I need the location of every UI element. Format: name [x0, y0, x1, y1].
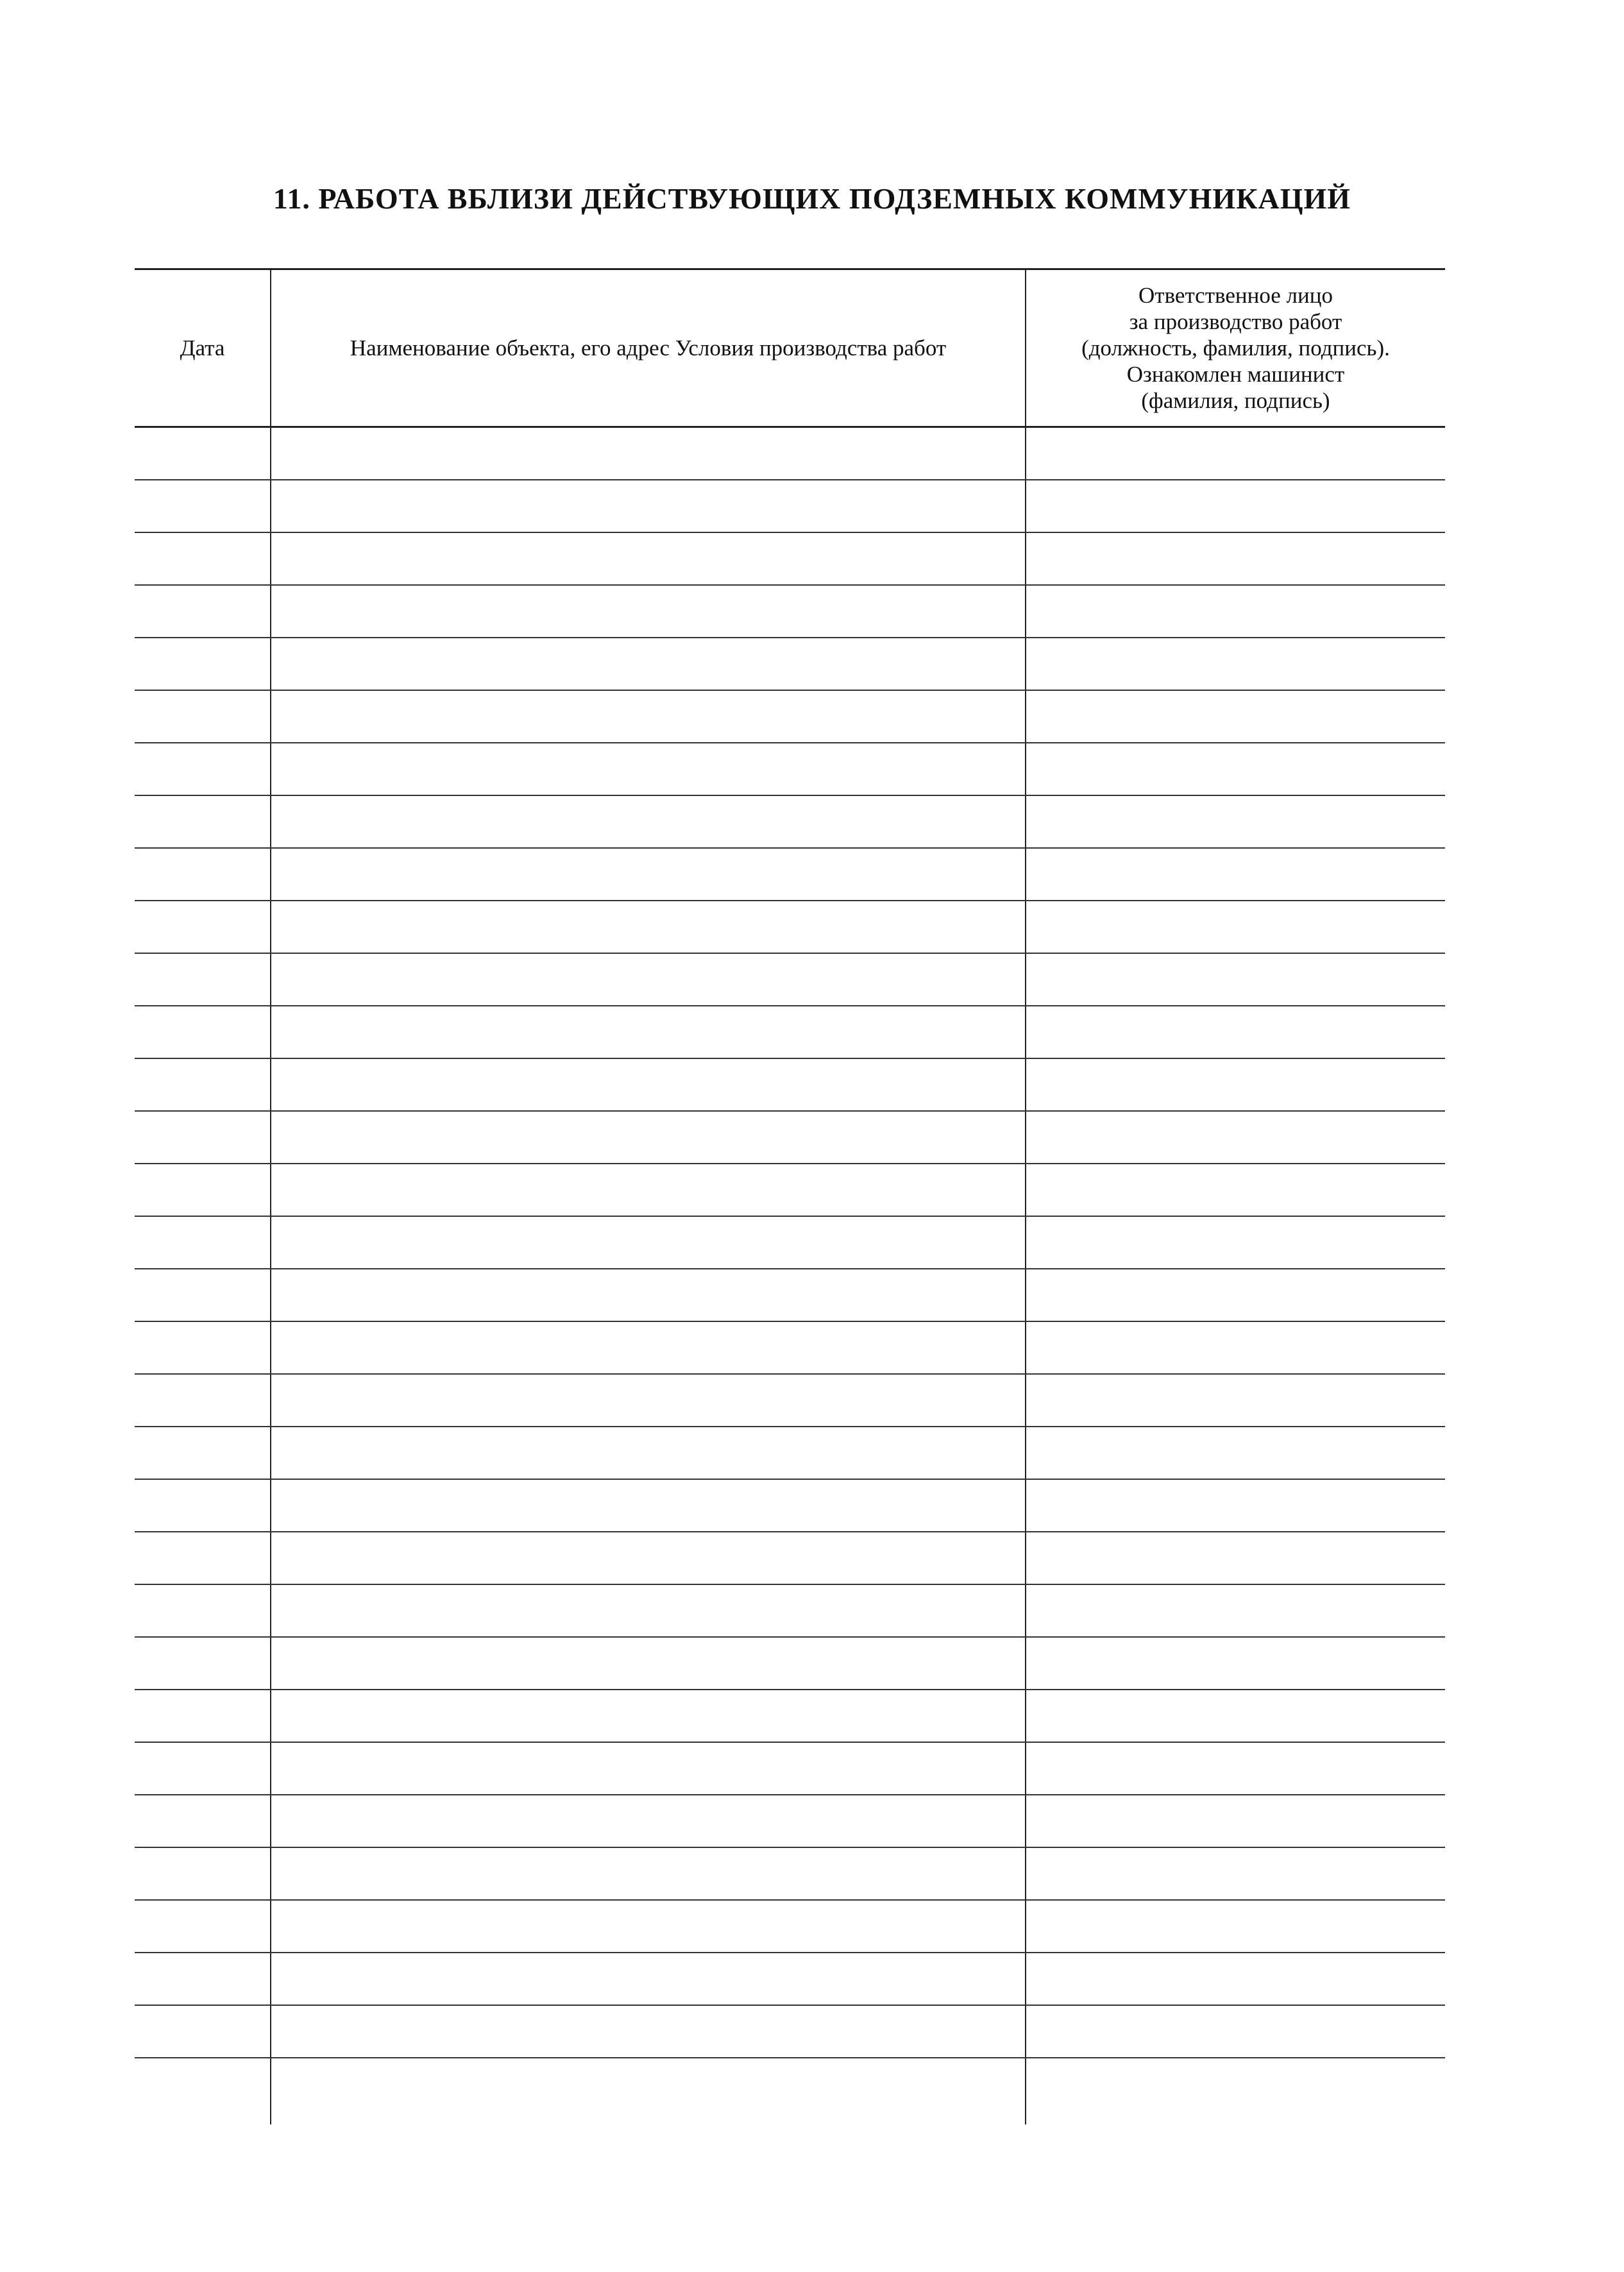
table-row — [135, 1584, 1445, 1637]
date-cell — [135, 1164, 271, 1216]
table-row — [135, 1374, 1445, 1427]
table-row — [135, 795, 1445, 848]
table-row — [135, 1795, 1445, 1847]
table-row — [135, 848, 1445, 901]
date-cell — [135, 901, 271, 953]
date-cell — [135, 1479, 271, 1532]
object-cell — [271, 2058, 1026, 2124]
date-cell — [135, 848, 271, 901]
table-row — [135, 638, 1445, 690]
responsible-cell — [1026, 743, 1445, 795]
table-row — [135, 1321, 1445, 1374]
table-row — [135, 1058, 1445, 1111]
responsible-cell — [1026, 480, 1445, 532]
table-row — [135, 1216, 1445, 1269]
date-cell — [135, 2005, 271, 2058]
date-cell — [135, 1637, 271, 1690]
date-cell — [135, 1900, 271, 1953]
object-cell — [271, 1690, 1026, 1742]
object-cell — [271, 1532, 1026, 1584]
column-header-object: Наименование объекта, его адрес Условия производства работ — [271, 269, 1026, 427]
object-cell — [271, 848, 1026, 901]
object-cell — [271, 2005, 1026, 2058]
responsible-cell — [1026, 585, 1445, 638]
object-cell — [271, 427, 1026, 480]
object-cell — [271, 638, 1026, 690]
date-cell — [135, 1795, 271, 1847]
object-cell — [271, 1427, 1026, 1479]
object-cell — [271, 1742, 1026, 1795]
table-row — [135, 953, 1445, 1006]
date-cell — [135, 690, 271, 743]
table-header — [135, 269, 1445, 427]
object-cell — [271, 1058, 1026, 1111]
date-cell — [135, 1111, 271, 1164]
date-cell — [135, 1690, 271, 1742]
table-row — [135, 1479, 1445, 1532]
responsible-cell — [1026, 532, 1445, 585]
date-cell — [135, 1006, 271, 1058]
object-cell — [271, 1111, 1026, 1164]
table-row — [135, 1847, 1445, 1900]
object-cell — [271, 1795, 1026, 1847]
responsible-cell — [1026, 2058, 1445, 2124]
column-header-responsible-line: Ознакомлен машинист — [1126, 362, 1345, 387]
page-title: 11. РАБОТА ВБЛИЗИ ДЕЙСТВУЮЩИХ ПОДЗЕМНЫХ КОММУНИКАЦИЙ — [273, 182, 1351, 215]
date-cell — [135, 1584, 271, 1637]
table-row — [135, 1164, 1445, 1216]
object-cell — [271, 1900, 1026, 1953]
object-cell — [271, 1584, 1026, 1637]
table-row — [135, 1637, 1445, 1690]
table-row — [135, 585, 1445, 638]
table-row — [135, 532, 1445, 585]
object-cell — [271, 1006, 1026, 1058]
responsible-cell — [1026, 1795, 1445, 1847]
object-cell — [271, 1953, 1026, 2005]
object-cell — [271, 585, 1026, 638]
table-row — [135, 2058, 1445, 2124]
object-cell — [271, 953, 1026, 1006]
responsible-cell — [1026, 901, 1445, 953]
responsible-cell — [1026, 1374, 1445, 1427]
table-row — [135, 1111, 1445, 1164]
responsible-cell — [1026, 953, 1445, 1006]
date-cell — [135, 427, 271, 480]
responsible-cell — [1026, 2005, 1445, 2058]
table-row — [135, 901, 1445, 953]
object-cell — [271, 1479, 1026, 1532]
column-header-responsible-line: (фамилия, подпись) — [1141, 388, 1330, 413]
responsible-cell — [1026, 638, 1445, 690]
date-cell — [135, 1058, 271, 1111]
date-cell — [135, 1269, 271, 1321]
responsible-cell — [1026, 1690, 1445, 1742]
object-cell — [271, 901, 1026, 953]
object-cell — [271, 1269, 1026, 1321]
date-cell — [135, 2058, 271, 2124]
responsible-cell — [1026, 1900, 1445, 1953]
responsible-cell — [1026, 1742, 1445, 1795]
table-row — [135, 1269, 1445, 1321]
responsible-cell — [1026, 795, 1445, 848]
date-cell — [135, 1847, 271, 1900]
responsible-cell — [1026, 1584, 1445, 1637]
object-cell — [271, 480, 1026, 532]
object-cell — [271, 1847, 1026, 1900]
responsible-cell — [1026, 1058, 1445, 1111]
object-cell — [271, 1216, 1026, 1269]
object-cell — [271, 1321, 1026, 1374]
table-row — [135, 1006, 1445, 1058]
date-cell — [135, 1374, 271, 1427]
responsible-cell — [1026, 1953, 1445, 2005]
responsible-cell — [1026, 1111, 1445, 1164]
object-cell — [271, 795, 1026, 848]
table-row — [135, 1690, 1445, 1742]
column-header-responsible — [1026, 269, 1445, 427]
date-cell — [135, 743, 271, 795]
table-row — [135, 1742, 1445, 1795]
table-row — [135, 1427, 1445, 1479]
responsible-cell — [1026, 1427, 1445, 1479]
date-cell — [135, 1321, 271, 1374]
responsible-cell — [1026, 848, 1445, 901]
responsible-cell — [1026, 690, 1445, 743]
date-cell — [135, 1742, 271, 1795]
header-row — [135, 269, 1445, 427]
responsible-cell — [1026, 1006, 1445, 1058]
table-row — [135, 1900, 1445, 1953]
object-cell — [271, 1637, 1026, 1690]
table-row — [135, 427, 1445, 480]
object-cell — [271, 532, 1026, 585]
object-cell — [271, 690, 1026, 743]
column-header-responsible-line: Ответственное лицо — [1138, 283, 1333, 308]
responsible-cell — [1026, 1637, 1445, 1690]
date-cell — [135, 1216, 271, 1269]
table-row — [135, 743, 1445, 795]
responsible-cell — [1026, 427, 1445, 480]
responsible-cell — [1026, 1532, 1445, 1584]
date-cell — [135, 1953, 271, 2005]
date-cell — [135, 585, 271, 638]
responsible-cell — [1026, 1164, 1445, 1216]
column-header-responsible-line: (должность, фамилия, подпись). — [1081, 335, 1390, 360]
date-cell — [135, 480, 271, 532]
object-cell — [271, 743, 1026, 795]
object-cell — [271, 1374, 1026, 1427]
responsible-cell — [1026, 1479, 1445, 1532]
column-header-responsible-line: за производство работ — [1129, 309, 1342, 334]
date-cell — [135, 795, 271, 848]
date-cell — [135, 953, 271, 1006]
table-row — [135, 2005, 1445, 2058]
date-cell — [135, 638, 271, 690]
column-header-date: Дата — [135, 269, 271, 427]
responsible-cell — [1026, 1216, 1445, 1269]
date-cell — [135, 532, 271, 585]
date-cell — [135, 1427, 271, 1479]
table-body — [135, 427, 1445, 2124]
table-row — [135, 1953, 1445, 2005]
responsible-cell — [1026, 1847, 1445, 1900]
work-log-table — [135, 268, 1445, 2124]
table-row — [135, 1532, 1445, 1584]
responsible-cell — [1026, 1269, 1445, 1321]
object-cell — [271, 1164, 1026, 1216]
table-row — [135, 480, 1445, 532]
table-row — [135, 690, 1445, 743]
responsible-cell — [1026, 1321, 1445, 1374]
date-cell — [135, 1532, 271, 1584]
